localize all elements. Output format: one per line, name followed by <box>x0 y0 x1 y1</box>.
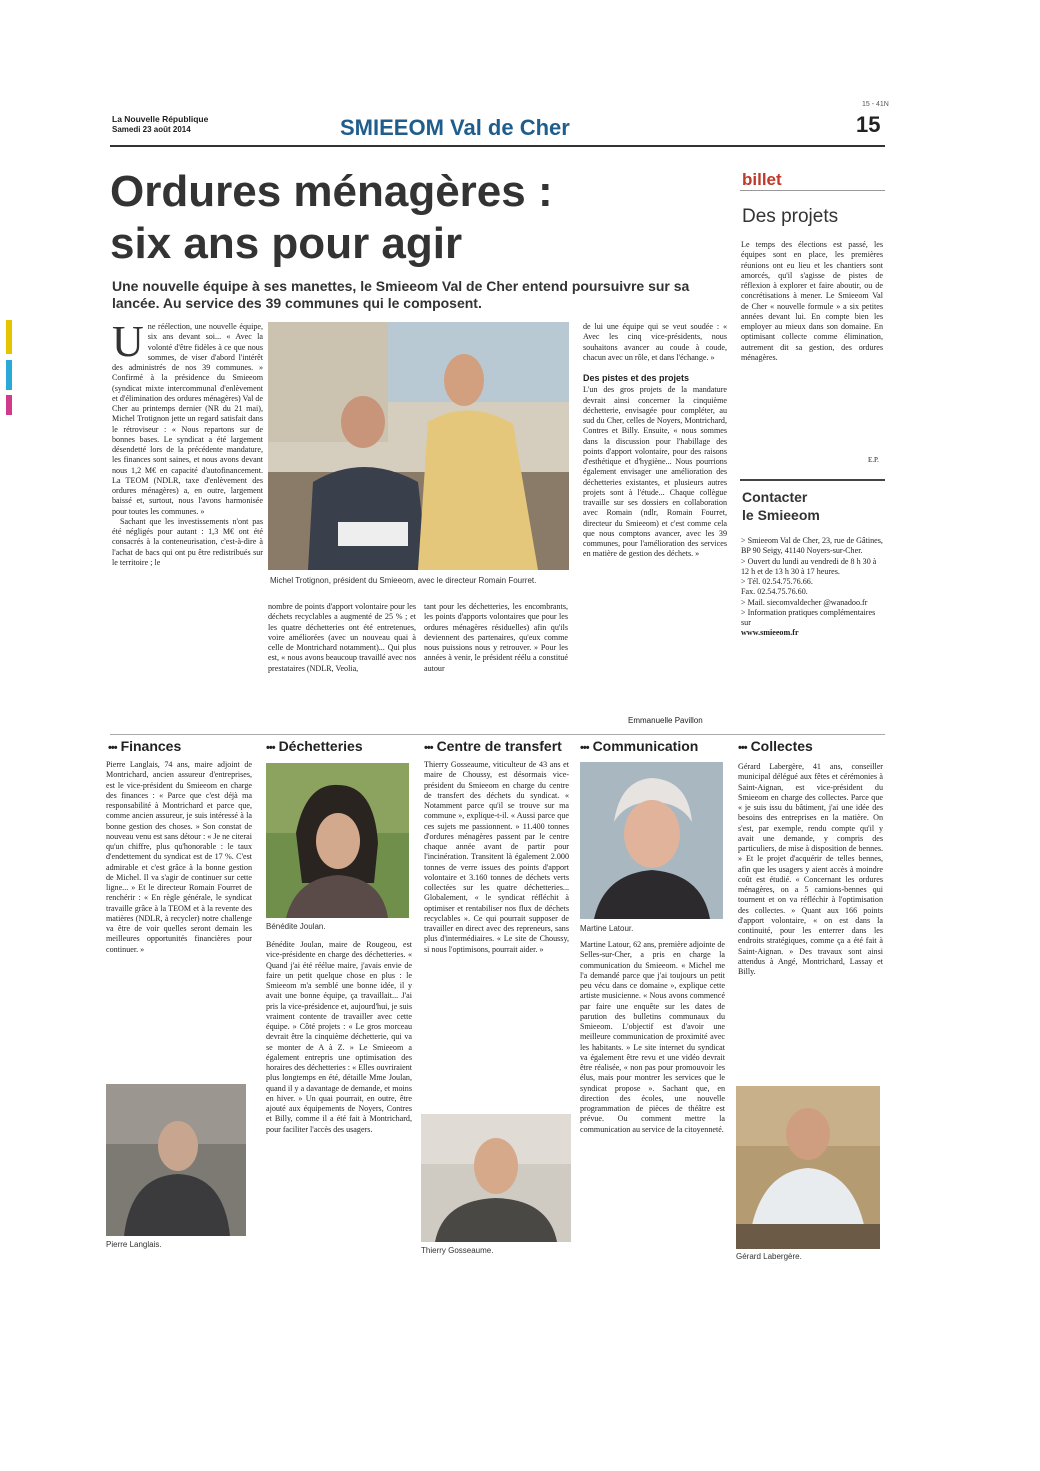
transfert-text: Thierry Gosseaume, viticulteur de 43 ans et maire de Choussy, est désormais vice-président du Smieeom en charge du centre de transfert des déchets du syndicat. « Notamment parce qu'il se trouve sur ma commune », explique-t-il. « Aussi parce que ces sujets me passionnent. » 11.400 tonnes d'ordures ménagères passent par le centre chaque année avant de partir pour l'incinération. Transitent là également 2.000 tonnes de verre issues des points d'apport volontaire et 3.160 tonnes de déchets verts collectées sur les quatre déchetteries... Globalement, « le syndicat réfléchit à optimiser et rentabiliser nos flux de déchets recyclables ». Ce qui pourrait supposer de travailler en direct avec des repreneurs, sans plus d'intermédiaires. « Le site de Choussy, si nous l'optimisons, pourrait aider. » <box>424 760 569 954</box>
section-heading-transfert: ••• Centre de transfert <box>424 738 562 754</box>
dechetteries-caption: Bénédite Joulan. <box>266 922 326 931</box>
section-heading-dechetteries: ••• Déchetteries <box>266 738 363 754</box>
communication-photo <box>580 762 723 919</box>
header-rule <box>110 145 885 147</box>
page-code: 15 - 41N <box>862 101 889 108</box>
transfert-caption: Thierry Gosseaume. <box>421 1246 494 1255</box>
finances-text: Pierre Langlais, 74 ans, maire adjoint de Montrichard, ancien assureur d'entreprises, est le vice-président du Smieeom en charge des finances : « Parce que c'est déjà ma responsabilité à Montrichard et parce que, comme ancien assureur, je suis intéressé à la bonne gestion des choses. » Son constat de nouveau venu est sans détour : « Je ne citerai qu'un chiffre, plus qu'honorable : le taux d'endettement du syndicat est de 17 %. C'est admirable et c'est grâce à la bonne gestion de Michel. Il va s'agir de continuer sur cette ligne... » Et le directeur Romain Fourret de renchérir : « En règle générale, le syndicat travaille grâce à la TEOM et à la revente des matières (NDLR, à recycler) notre challenge va être de voir quelles seront demain les meilleures opportunités financières pour continuer. » <box>106 760 252 954</box>
column-1-paragraph-1: ne réélection, une nouvelle équipe, six ans devant soi... « Avec la volonté d'être fidèles à ce que nous sommes, de viser d'abord l'intérêt des administrés de nos 39 communes. » Confirmé à la présidence du Smieeom (syndicat mixte intercommunal d'enlèvement et d'élimination des ordures ménagères) Val de Cher au printemps dernier (NR du 21 mai), Michel Trotignon jette un regard satisfait dans le rétroviseur : « Nous repartons sur de bonnes bases. Le syndicat a été largement désendetté lors de la précédente mandature, les finances sont saines, et nous avons devant nous 1,2 M€ en capacité d'autofinancement. La TEOM (NDLR, taxe d'enlèvement des ordures ménagères) a, en outre, largement baissé et, surtout, nous l'avons harmonisée pour toutes les communes. » <box>112 322 263 516</box>
contact-title-line-2: le Smieeom <box>742 507 820 523</box>
title-line-2: six ans pour agir <box>110 219 463 268</box>
issue-date: Samedi 23 août 2014 <box>112 125 191 134</box>
contact-hours: > Ouvert du lundi au vendredi de 8 h 30 à 12 h et de 13 h 30 à 17 heures. <box>741 556 877 576</box>
sections-rule <box>110 734 885 735</box>
section-heading-communication: ••• Communication <box>580 738 699 754</box>
main-photo <box>268 322 569 570</box>
section-heading-collectes: ••• Collectes <box>738 738 813 754</box>
portrait-benedite-joulan <box>266 763 409 918</box>
portrait-thierry-gosseaume <box>421 1114 571 1242</box>
column-4-intro: de lui une équipe qui se veut soudée : « Avec les cinq vice-présidents, nous souhaitons avancer au coude à coude, chacun avec un rôle, et dans l'échange. » <box>583 322 727 362</box>
contact-info: > Information pratiques complémentaires sur <box>741 607 876 627</box>
portrait-gerard-labergere <box>736 1086 880 1249</box>
main-photo-caption: Michel Trotignon, président du Smieeom, avec le directeur Romain Fourret. <box>270 576 537 585</box>
title-line-1: Ordures ménagères : <box>110 167 553 216</box>
printer-mark <box>6 360 12 390</box>
contact-website[interactable]: www.smieeom.fr <box>741 628 799 638</box>
article-column-1 <box>112 322 263 730</box>
billet-title: Des projets <box>742 206 839 227</box>
article-column-3: tant pour les déchetteries, les encombrants, les points d'apports volontaires que pour les ordures ménagères résiduelles) afin qu'ils deviennent des partenaires, qu'eux comme nous puissions nous y retrouver. » Pour les années à venir, le président réélu a constitué autour <box>424 602 568 673</box>
finances-photo <box>106 1084 246 1236</box>
contact-title-line-1: Contacter <box>742 489 808 505</box>
byline: Emmanuelle Pavillon <box>628 716 703 725</box>
dechetteries-photo <box>266 763 409 918</box>
printer-mark <box>6 320 12 354</box>
dechetteries-text: Bénédite Joulan, maire de Rougeou, est vice-présidente en charge des déchetteries. « Quand j'ai été réélue maire, j'avais envie de faire un petit quelque chose en plus : le Smieeom m'a semblé une bonne idée, il y avait une bonne équipe, ça travaillait... J'ai pris la vice-présidence et, aujourd'hui, je suis vraiment contente de travailler avec cette équipe. » Côté projets : « Le gros morceau devrait être la cinquième déchetterie, qui va se monter de A à Z. » Le Smieeom a également entrepris une optimisation des horaires des déchetteries : « Elles ouvriraient plus longtemps en été, détaille Mme Joulan, quand il y a davantage de demande, et moins en hiver. » Un quai pourrait, en outre, être ajouté aux équipements de Noyers, Contres et Billy, comme il a été fait à Montrichard, pour faciliter l'accès des usagers. <box>266 940 412 1134</box>
subhead-pistes: Des pistes et des projets <box>583 373 690 383</box>
billet-label: billet <box>742 170 782 189</box>
drop-cap: U <box>112 322 144 366</box>
contact-address: > Smieeom Val de Cher, 23, rue de Gâtines, BP 90 Seigy, 41140 Noyers-sur-Cher. <box>741 536 883 556</box>
printer-mark <box>6 395 12 415</box>
contact-details <box>741 536 883 722</box>
communication-caption: Martine Latour. <box>580 924 634 933</box>
contact-fax: Fax. 02.54.75.76.60. <box>741 587 808 597</box>
transfert-photo <box>421 1114 571 1242</box>
contact-tel: > Tél. 02.54.75.76.66. <box>741 577 813 586</box>
page-number: 15 <box>856 112 881 137</box>
portrait-martine-latour <box>580 762 723 919</box>
section-heading-finances: ••• Finances <box>108 738 182 754</box>
section-title: SMIEEOM Val de Cher <box>340 115 570 140</box>
collectes-text: Gérard Labergère, 41 ans, conseiller municipal délégué aux fêtes et cérémonies à Saint-Aignan, est vice-président du Smieeom en charge des collectes. Parce que « je suis issu du bâtiment, j'ai une idée des besoins des entreprises en la matière. On s'est, par exemple, rendu compte qu'il y avait une demande, y compris des particuliers, de mise à disposition de bennes. » Et le projet d'acquérir de telles bennes, afin que les usagers y aient accès à moindre coût est étudié. « Concernant les ordures ménagères, on a 5 camions-bennes qui tournent et on va réfléchir à l'optimisation des collectes. » Quant aux 166 points d'apport volontaire, « on est dans la continuité, pour les enterrer dans les endroits stratégiques, comme ça a été fait à Saint-Aignan. » Des travaux sont ainsi attendus à Angé, Montrichard, Lassay et Billy. <box>738 762 883 976</box>
collectes-photo <box>736 1086 880 1249</box>
contact-rule <box>740 479 885 481</box>
portrait-pierre-langlais <box>106 1084 246 1236</box>
billet-rule <box>740 190 885 191</box>
collectes-caption: Gérard Labergère. <box>736 1252 802 1261</box>
finances-caption: Pierre Langlais. <box>106 1240 162 1249</box>
column-4-body: L'un des gros projets de la mandature devrait ainsi concerner la cinquième déchetterie, envisagée pour compléter, au sud du Cher, celles de Noyers, Montrichard, Contres et Billy. Ensuite, « nous sommes dans la discussion pour l'habillage des points d'apport volontaire, pour des raisons d'esthétique et d'hygiène... Nous pourrions également envisager une amélioration des déchetteries existantes, et plusieurs autres projets sont à l'étude... Chaque collègue travaille sur ses dossiers en collaboration avec Romain (ndlr, Romain Fourret, directeur du Smieeom) et c'est comme cela que nous comptons avancer, avec les 39 communes, pour l'amélioration des services en matière de gestion des déchets. » <box>583 385 727 559</box>
article-lead: Une nouvelle équipe à ses manettes, le Smieeom Val de Cher entend poursuivre sur sa lancée. Au service des 39 communes qui le composent. <box>112 278 690 311</box>
article-title <box>110 166 553 270</box>
communication-text: Martine Latour, 62 ans, première adjointe de Selles-sur-Cher, a pris en charge la communication du Smieeom. « Michel me l'a demandé parce que j'ai toujours un petit peu vécu dans ce domaine », explique cette artiste musicienne. « Nous avons commencé par faire une enquête sur les dates de parution des bulletins communaux du Smieeom. L'objectif est d'avoir une meilleure communication de proximité avec les habitants. » Le site internet du syndicat va également être revu et une vidéo devrait être réalisée, « non pas pour promouvoir les élus, mais pour montrer les services que le syndicat propose ». Sachant que, en direction des écoles, une nouvelle programmation de pièces de théâtre est prévue. Ou comment mettre la communication au service de la citoyenneté. <box>580 940 725 1134</box>
article-column-2: nombre de points d'apport volontaire pour les déchets recyclables a augmenté de 25 % ; et les quatre déchetteries ont été entretenues, voire améliorées (avec un nouveau quai à celle de Montrichard notamment)... Qui plus est, « nous avons beaucoup travaillé avec nos prestataires (NDLR, Veolia, <box>268 602 416 673</box>
billet-text: Le temps des élections est passé, les équipes sont en place, les premières réunions ont eu lieu et les chantiers sont amorcés, qu'il s'agisse de pistes de réflexion à explorer et faire aboutir, ou de concrétisations à mener. Le Smieeom Val de Cher « nouvelle formule » a six petites années devant lui. En compte bien les employer au mieux dans son domaine. En optimisant collecte comme élimination, autrement dit sa gestion, des ordures ménagères. <box>741 240 883 362</box>
contact-mail: > Mail. siecomvaldecher @wanadoo.fr <box>741 597 868 607</box>
contact-title <box>742 488 820 524</box>
article-column-4 <box>583 322 727 722</box>
billet-signature: E.P. <box>868 456 879 464</box>
newspaper-name: La Nouvelle République <box>112 114 209 124</box>
main-photo-image <box>268 322 569 570</box>
column-1-paragraph-2: Sachant que les investissements n'ont pas été négligés pour autant : 1,3 M€ ont été consacrés à la conteneurisation, c'est-à-dire à l'achat de bacs qui ont pu être redistribués sur le territoire ; le <box>112 516 263 567</box>
